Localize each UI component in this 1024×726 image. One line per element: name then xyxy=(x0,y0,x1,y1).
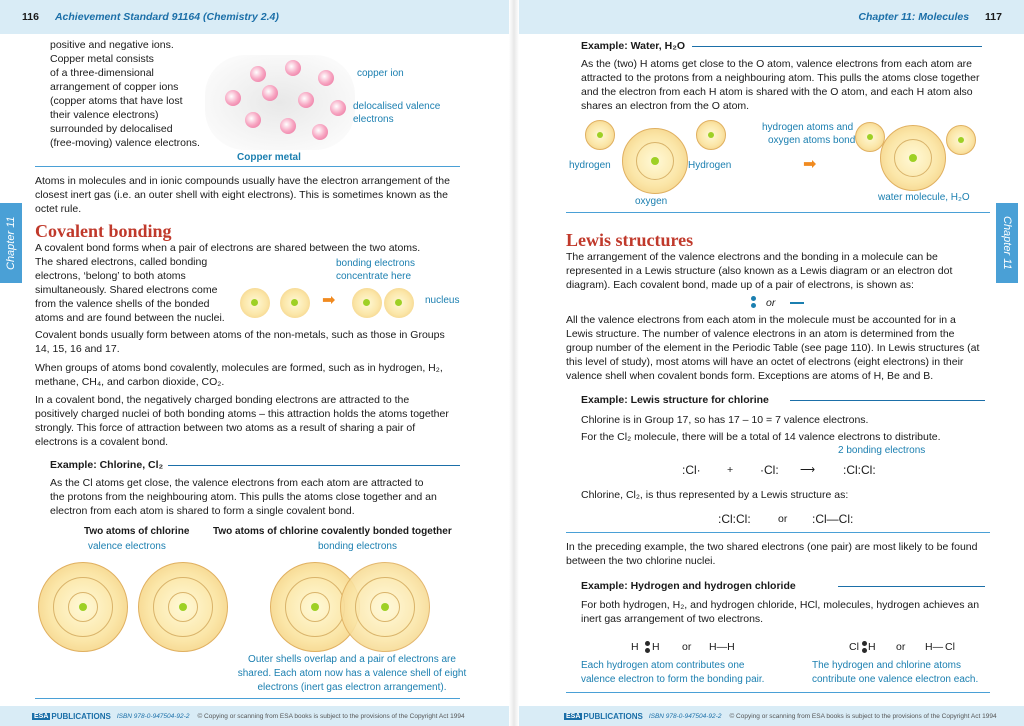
example-para: inert gas arrangement of two electrons. xyxy=(581,613,764,625)
copyright-notice: © Copying or scanning from ESA books is subject to the provisions of the Copyright Act 1994 xyxy=(197,712,465,720)
diagram-note: The hydrogen and chlorine atoms xyxy=(812,660,961,671)
label-bonding: 2 bonding electrons xyxy=(838,445,926,456)
label-valence: valence electrons xyxy=(88,541,166,552)
octet-para: closest inert gas (i.e. an outer shell with eight electrons). This is sometimes known as the xyxy=(35,189,448,201)
label-hydrogen: hydrogen xyxy=(569,160,611,171)
h-atom: H xyxy=(652,641,660,653)
diagram-caption: Two atoms of chlorine xyxy=(84,526,190,537)
or-text: or xyxy=(778,513,788,525)
diagram-note: Each hydrogen atom contributes one xyxy=(581,660,745,671)
rule xyxy=(35,698,460,699)
running-title: Chapter 11: Molecules xyxy=(858,11,970,23)
chapter-tab: Chapter 11 xyxy=(0,203,22,283)
copper-line: (free-moving) valence electrons. xyxy=(50,137,200,149)
isbn: ISBN 978-0-947504-92-2 xyxy=(116,712,190,720)
label-copper-ion: copper ion xyxy=(357,68,404,79)
covalent-para: positively charged nuclei of both bonding atoms – this attraction holds the atoms together xyxy=(35,408,449,420)
gutter xyxy=(509,0,519,726)
example-para: and the electron from each H atom is shared with the O atom, and each H atom also xyxy=(581,86,973,98)
label-water: water molecule, H₂O xyxy=(878,192,970,203)
example-para: shares an electron from the O atom. xyxy=(581,100,750,112)
example-para: the protons from the neighbouring atom. This pulls the atoms close together and an xyxy=(50,491,437,503)
running-title: Achievement Standard 91164 (Chemistry 2.4) xyxy=(54,11,279,23)
example-para: Chlorine, Cl₂, is thus represented by a Lewis structure as: xyxy=(581,489,849,501)
section-heading: Covalent bonding xyxy=(35,221,172,241)
label-delocalised: electrons xyxy=(353,114,394,125)
diagram-note: shared. Each atom now has a valence shell of eight xyxy=(237,668,467,679)
covalent-para: electrons is a covalent bond. xyxy=(35,436,169,448)
cl-atom: Cl xyxy=(849,641,859,653)
lewis-cl2-line: :Cl—Cl: xyxy=(812,512,854,526)
example-heading: Example: Water, H₂O xyxy=(581,40,686,52)
left-page-footer xyxy=(0,706,509,726)
covalent-para: simultaneously. Shared electrons come xyxy=(35,284,218,296)
h-atom: H xyxy=(631,641,639,653)
covalent-para: A covalent bond forms when a pair of electrons are shared between the two atoms. xyxy=(35,242,421,254)
arrow-icon: ➡ xyxy=(803,156,817,173)
octet-para: octet rule. xyxy=(35,203,82,215)
arrow-icon: ➡ xyxy=(322,292,336,309)
example-heading: Example: Hydrogen and hydrogen chloride xyxy=(581,580,796,592)
example-para: As the (two) H atoms get close to the O atom, valence electrons from each atom are xyxy=(581,58,973,70)
example-heading: Example: Lewis structure for chlorine xyxy=(581,394,769,406)
covalent-para: from the valence shells of the bonded xyxy=(35,298,210,310)
label-bond: hydrogen atoms and xyxy=(762,122,854,133)
copper-line: of a three-dimensional xyxy=(50,67,154,79)
diagram-note: electrons (inert gas electron arrangement). xyxy=(257,682,447,693)
covalent-para: 14, 15, 16 and 17. xyxy=(35,343,120,355)
label-bonding: concentrate here xyxy=(336,271,412,282)
h2-line: H—H xyxy=(709,641,735,653)
isbn: ISBN 978-0-947504-92-2 xyxy=(648,712,722,720)
rule xyxy=(168,465,460,466)
esa-logo: ESA PUBLICATIONS xyxy=(34,711,111,721)
h-atom: H xyxy=(868,641,876,653)
copper-line: their valence electrons) xyxy=(50,109,159,121)
example-para: attracted to the protons from a neighbouring atom. This pulls the atoms close together xyxy=(581,72,980,84)
esa-logo: ESA PUBLICATIONS xyxy=(566,711,643,721)
section-heading: Lewis structures xyxy=(566,230,694,250)
or-text: or xyxy=(766,297,776,309)
covalent-para: The shared electrons, called bonding xyxy=(35,256,208,268)
lewis-para: Lewis structure. The number of valence electrons in an atom is determined from the xyxy=(566,328,955,340)
lewis-para: represented in a Lewis structure (also known as a Lewis diagram or an electron dot xyxy=(566,265,953,277)
cl-atom: Cl xyxy=(945,641,955,653)
copper-line: arrangement of copper ions xyxy=(50,81,179,93)
label-bond: oxygen atoms bond xyxy=(768,135,856,146)
lewis-para: group number of the element in the Periodic Table (see page 110). In Lewis structures (at xyxy=(566,342,980,354)
page-number: 116 xyxy=(22,11,39,23)
example-para: As the Cl atoms get close, the valence electrons from each atom are attracted to xyxy=(50,477,424,489)
lewis-cl2: :Cl:Cl: xyxy=(718,512,751,526)
lewis-cl-atom: ·Cl: xyxy=(760,463,779,477)
covalent-para: atoms and are found between the nuclei. xyxy=(35,312,225,324)
or-text: or xyxy=(896,641,906,653)
left-page-header xyxy=(0,0,509,34)
lewis-cl2: :Cl:Cl: xyxy=(843,463,876,477)
bond-line xyxy=(790,302,804,304)
label-bonding: bonding electrons xyxy=(336,258,415,269)
or-text: or xyxy=(682,641,692,653)
label-bonding: bonding electrons xyxy=(318,541,397,552)
rule xyxy=(790,400,985,401)
covalent-para: When groups of atoms bond covalently, molecules are formed, such as in hydrogen, H₂, xyxy=(35,362,443,374)
example-para: For the Cl₂ molecule, there will be a total of 14 valence electrons to distribute. xyxy=(581,431,941,443)
copper-line: surrounded by delocalised xyxy=(50,123,173,135)
lewis-para: The arrangement of the valence electrons and the bonding in a molecule can be xyxy=(566,251,938,263)
covalent-para: Covalent bonds usually form between atoms of the non-metals, such as those in Groups xyxy=(35,329,445,341)
lewis-para: this level of study), most atoms will have an octet of electrons (eight electrons) in their xyxy=(566,356,964,368)
example-para: For both hydrogen, H₂, and hydrogen chloride, HCl, molecules, hydrogen achieves an xyxy=(581,599,980,611)
diagram-note: valence electron to form the bonding pair. xyxy=(581,674,765,685)
covalent-para: electrons, ‘belong’ to both atoms xyxy=(35,270,186,282)
example-para: electron from each atom is shared to form a single covalent bond. xyxy=(50,505,355,517)
lewis-para: between the two chlorine nuclei. xyxy=(566,555,716,567)
copper-line: (copper atoms that have lost xyxy=(50,95,183,107)
octet-para: Atoms in molecules and in ionic compounds usually have the electron arrangement of the xyxy=(35,175,450,187)
label-hydrogen: Hydrogen xyxy=(688,160,732,171)
copper-line: positive and negative ions. xyxy=(50,39,174,51)
rule xyxy=(838,586,985,587)
lewis-para: diagram). Each covalent bond, made up of a pair of electrons, is shown as: xyxy=(566,279,914,291)
plus-sign: + xyxy=(727,464,734,476)
example-para: Chlorine is in Group 17, so has 17 – 10 = 7 valence electrons. xyxy=(581,414,869,426)
rule xyxy=(566,212,990,213)
diagram-note: contribute one valence electron each. xyxy=(812,674,979,685)
copper-line: Copper metal consists xyxy=(50,53,154,65)
covalent-para: In a covalent bond, the negatively charged bonding electrons are attracted to the xyxy=(35,394,410,406)
right-page-footer xyxy=(519,706,1024,726)
rule xyxy=(692,46,982,47)
rule xyxy=(35,166,460,167)
chapter-tab: Chapter 11 xyxy=(996,203,1018,283)
label-delocalised: delocalised valence xyxy=(353,101,441,112)
label-oxygen: oxygen xyxy=(635,196,668,207)
right-page-header xyxy=(519,0,1024,34)
diagram-caption: Two atoms of chlorine covalently bonded together xyxy=(213,526,452,537)
hcl-line: H— xyxy=(925,641,944,653)
diagram-note: Outer shells overlap and a pair of electrons are xyxy=(248,654,456,665)
lewis-cl-atom: :Cl· xyxy=(682,463,701,477)
copper-caption: Copper metal xyxy=(237,152,301,163)
page-number: 117 xyxy=(985,11,1002,23)
example-heading: Example: Chlorine, Cl₂ xyxy=(50,459,164,471)
rule xyxy=(566,532,990,533)
label-nucleus: nucleus xyxy=(425,295,460,306)
arrow-icon: ⟶ xyxy=(800,464,816,476)
lewis-para: valence shell when covalent bonds form. Exceptions are atoms of H, Be and B. xyxy=(566,370,934,382)
lewis-para: In the preceding example, the two shared electrons (one pair) are most likely to be found xyxy=(566,541,978,553)
copyright-notice: © Copying or scanning from ESA books is subject to the provisions of the Copyright Act 1994 xyxy=(729,712,997,720)
covalent-para: methane, CH₄, and carbon dioxide, CO₂. xyxy=(35,376,225,388)
covalent-para: strongly. This force of attraction between two atoms as a result of sharing a pair of xyxy=(35,422,416,434)
lewis-para: All the valence electrons from each atom in the molecule must be accounted for in a xyxy=(566,314,956,326)
rule xyxy=(566,692,990,693)
